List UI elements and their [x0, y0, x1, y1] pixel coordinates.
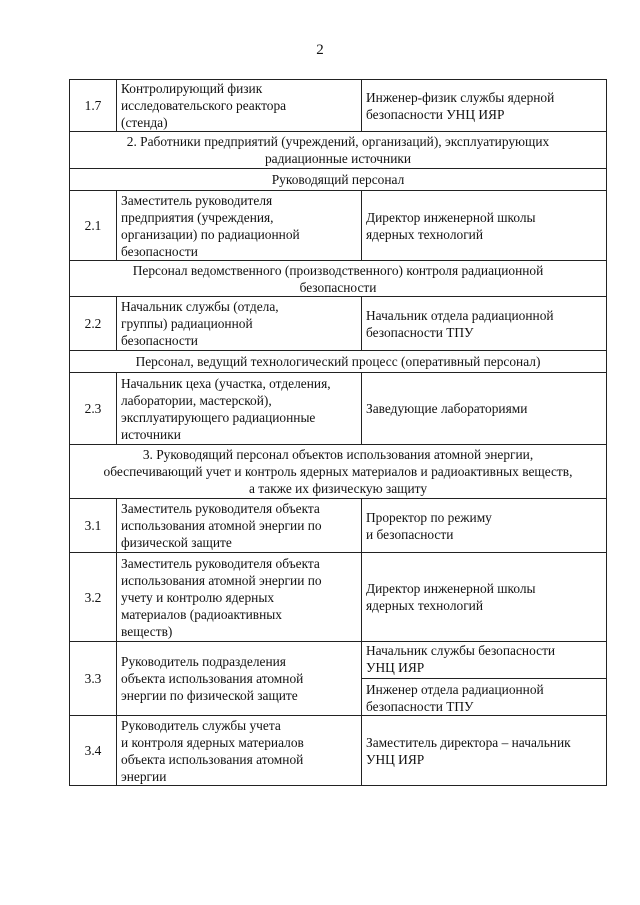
section-row — [70, 445, 607, 499]
position-cell — [117, 373, 362, 445]
position-text: Руководитель службы учета и контроля ядерных материалов объекта использования атомной энергии — [121, 717, 304, 784]
responsible-text: Инженер-физик службы ядерной безопасности УНЦ ИЯР — [366, 89, 555, 122]
position-cell — [117, 642, 362, 716]
responsible-cell — [362, 80, 607, 132]
position-cell — [117, 499, 362, 553]
section-heading — [70, 132, 607, 169]
responsible-cell — [362, 716, 607, 786]
position-cell — [117, 191, 362, 261]
table-row — [70, 191, 607, 261]
table-row — [70, 80, 607, 132]
responsible-text: Директор инженерной школы ядерных технологий — [366, 209, 536, 242]
position-cell — [117, 80, 362, 132]
table-row — [70, 642, 607, 716]
position-text: Заместитель руководителя предприятия (учреждения, организации) по радиационной безопасности — [121, 192, 300, 259]
responsible-text: Заведующие лабораториями — [366, 401, 528, 416]
position-cell — [117, 716, 362, 786]
position-cell — [117, 553, 362, 642]
responsible-cell — [362, 297, 607, 351]
table-row — [70, 716, 607, 786]
responsible-cell — [362, 499, 607, 553]
responsible-cell — [362, 553, 607, 642]
personnel-table — [69, 79, 607, 786]
subheading-text: Персонал ведомственного (производственного) контроля радиационной безопасности — [132, 262, 544, 295]
subheading — [70, 261, 607, 297]
position-text: Заместитель руководителя объекта использования атомной энергии по учету и контролю ядерных материалов (радиоактивных веществ) — [121, 555, 322, 639]
subheading — [70, 169, 607, 191]
position-text: Начальник службы (отдела, группы) радиационной безопасности — [121, 299, 279, 348]
row-number: 3.2 — [70, 553, 117, 642]
responsible-text-bottom: Инженер отдела радиационной безопасности ТПУ — [362, 678, 606, 715]
table-row — [70, 499, 607, 553]
position-text: Контролирующий физик исследовательского реактора (стенда) — [121, 81, 287, 130]
row-number: 2.1 — [70, 191, 117, 261]
table-row — [70, 297, 607, 351]
subheading-row — [70, 169, 607, 191]
row-number: 2.2 — [70, 297, 117, 351]
responsible-text: Заместитель директора – начальник УНЦ ИЯР — [366, 734, 571, 767]
responsible-cell — [362, 373, 607, 445]
row-number: 2.3 — [70, 373, 117, 445]
row-number: 3.1 — [70, 499, 117, 553]
section-row — [70, 132, 607, 169]
responsible-text: Проректор по режиму и безопасности — [366, 509, 492, 542]
subheading-text: Персонал, ведущий технологический процесс (оперативный персонал) — [135, 354, 541, 369]
responsible-stack — [366, 642, 602, 715]
responsible-cell — [362, 642, 607, 716]
subheading-text: Руководящий персонал — [271, 172, 405, 187]
responsible-text-top: Начальник службы безопасности УНЦ ИЯР — [366, 643, 556, 675]
position-text: Начальник цеха (участка, отделения, лаборатории, мастерской), эксплуатирующего радиационные источники — [121, 375, 331, 442]
subheading-row — [70, 261, 607, 297]
row-number: 1.7 — [70, 80, 117, 132]
section-heading-text: 2. Работники предприятий (учреждений, организаций), эксплуатирующих радиационные источники — [126, 134, 550, 166]
row-number: 3.4 — [70, 716, 117, 786]
responsible-text: Начальник отдела радиационной безопасности ТПУ — [366, 307, 554, 340]
subheading — [70, 351, 607, 373]
position-text: Заместитель руководителя объекта использования атомной энергии по физической защите — [121, 501, 322, 550]
section-heading — [70, 445, 607, 499]
section-heading-text: 3. Руководящий персонал объектов использования атомной энергии, обеспечивающий учет и контроль ядерных материалов и радиоактивных веществ, а также их физическую защиту — [103, 447, 573, 496]
position-cell — [117, 297, 362, 351]
responsible-text: Директор инженерной школы ядерных технологий — [366, 581, 536, 613]
table-row — [70, 553, 607, 642]
subheading-row — [70, 351, 607, 373]
responsible-cell — [362, 191, 607, 261]
row-number: 3.3 — [70, 642, 117, 716]
position-text: Руководитель подразделения объекта использования атомной энергии по физической защите — [121, 654, 304, 703]
table-row — [70, 373, 607, 445]
page-number: 2 — [316, 42, 324, 58]
